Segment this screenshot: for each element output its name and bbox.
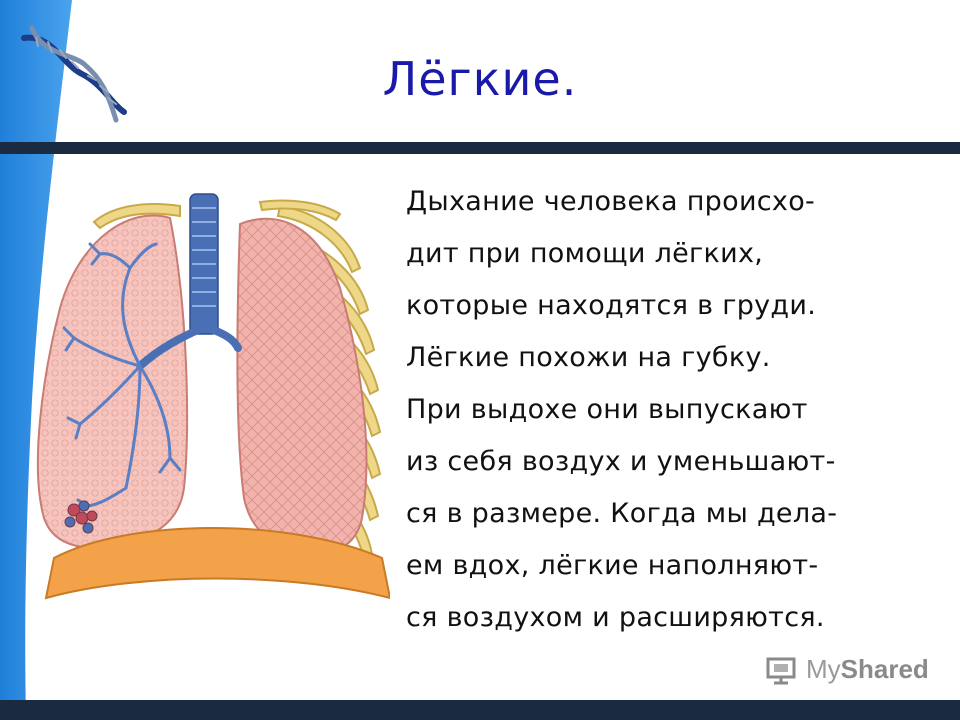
body-line: дит при помощи лёгких, [406, 238, 764, 269]
body-line: При выдохе они выпускают [406, 394, 808, 425]
slide-title: Лёгкие. [382, 52, 578, 106]
bottom-bar [0, 700, 960, 720]
presentation-icon [766, 655, 800, 685]
watermark [766, 654, 929, 685]
body-line: из себя воздух и уменьшают- [406, 446, 836, 477]
body-line: ем вдох, лёгкие наполняют- [406, 550, 819, 581]
body-line: Дыхание человека происхо- [406, 186, 816, 217]
body-line: ся в размере. Когда мы дела- [406, 498, 838, 529]
body-line: которые находятся в груди. [406, 290, 817, 321]
lungs-illustration [30, 188, 390, 618]
body-text [406, 176, 946, 644]
watermark-text: MyShared [806, 654, 929, 684]
body-line: Лёгкие похожи на губку. [406, 342, 771, 373]
title-divider [0, 142, 960, 154]
body-line: ся воздухом и расширяются. [406, 602, 825, 633]
